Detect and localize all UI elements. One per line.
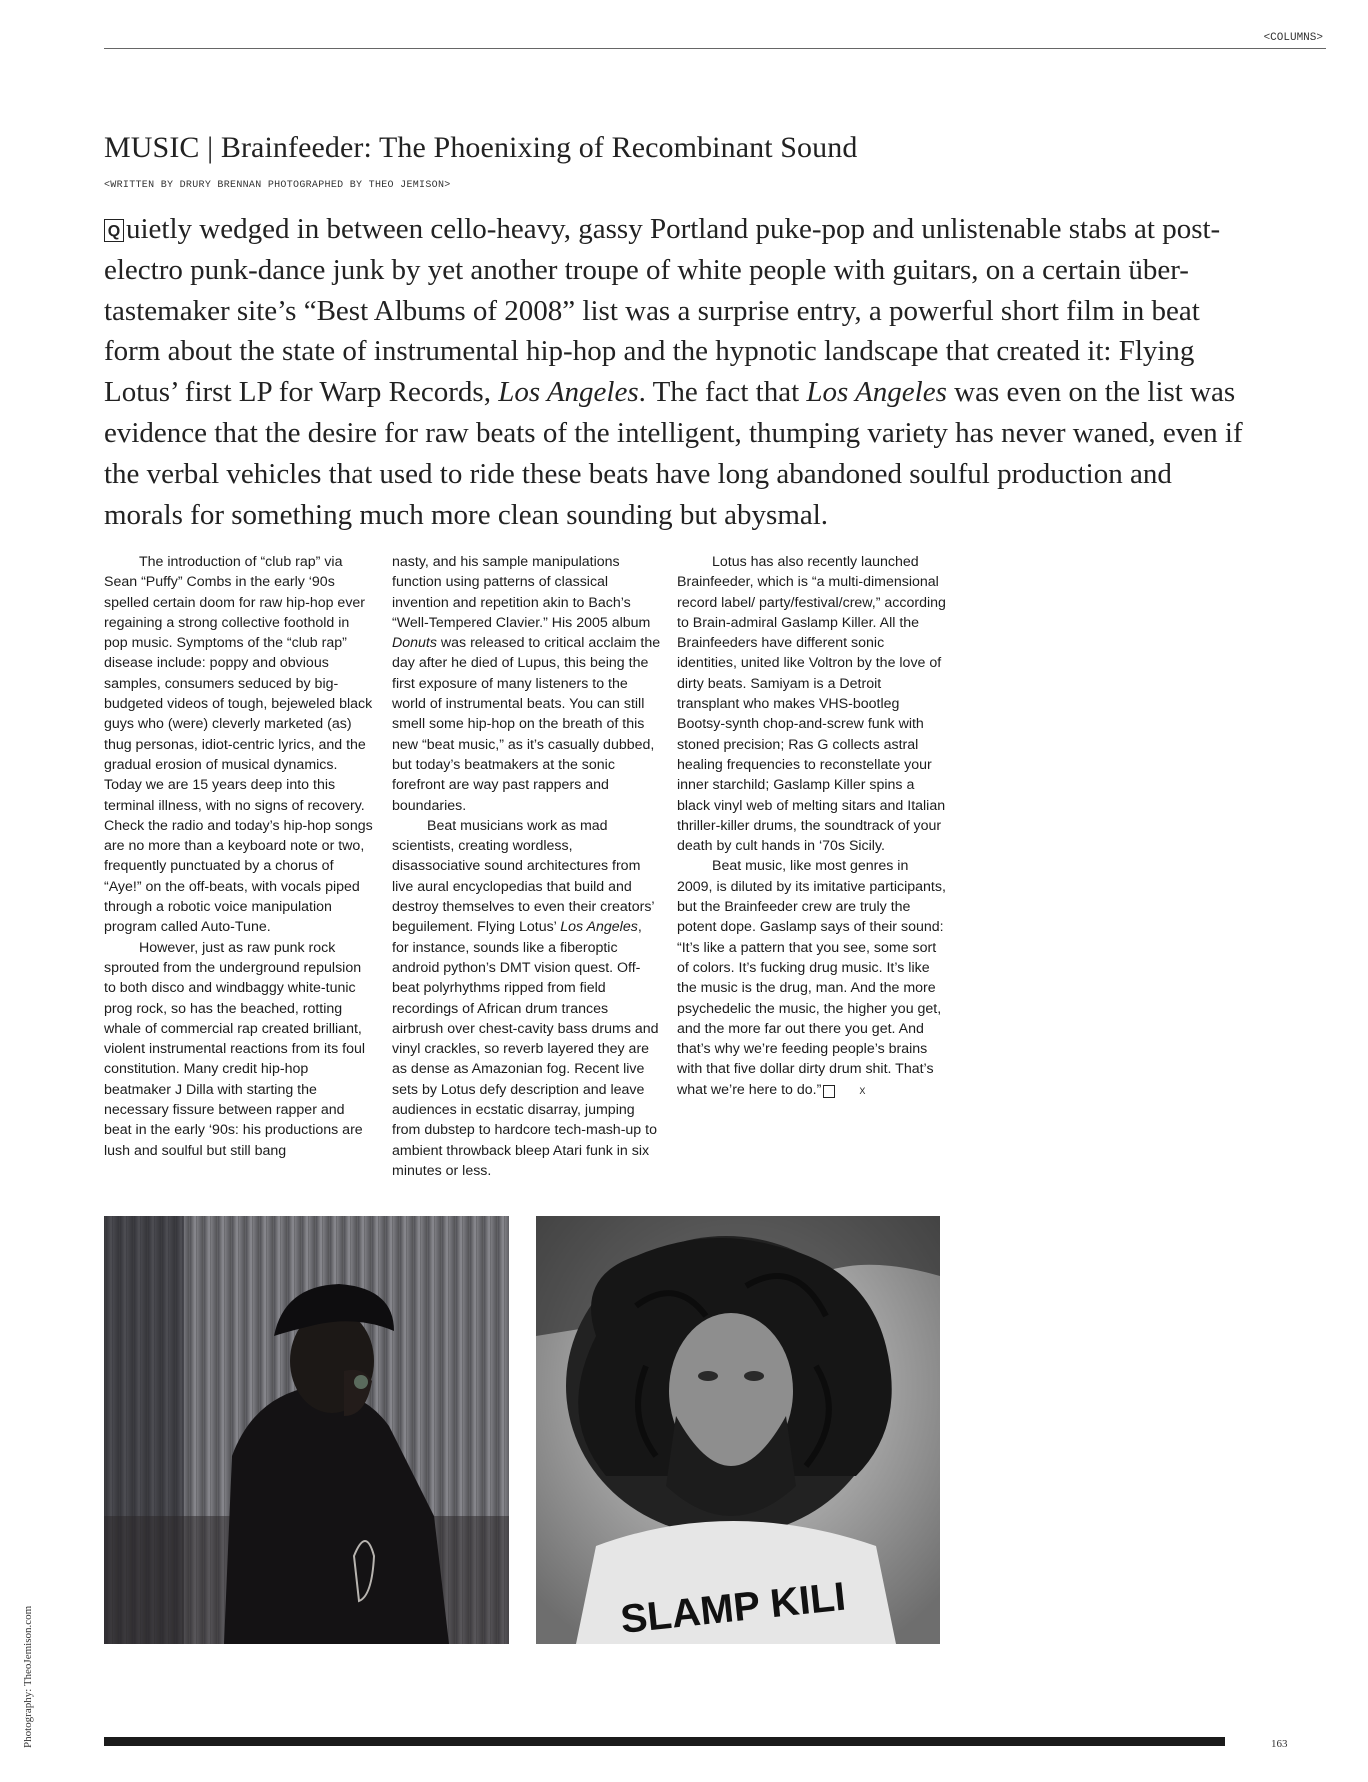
headline: MUSIC | Brainfeeder: The Phoenixing of Recombinant Sound: [104, 131, 858, 164]
column-2-text-3: Beat musicians work as mad scientists, creating wordless, disassociative sound architectures from live aural encyclopedias that build and destroy themselves to even their creators’ beguilement. Flying Lotus’: [392, 817, 655, 936]
column-3-text: Beat music, like most genres in 2009, is diluted by its imitative participants, but the Brainfeeder crew are truly the potent dope. Gaslamp says of their sound: “It’s like a pattern that you see, some sort of colors. It’s fucking drug music. It’s like the music is the drug, man. And the more psychedelic the music, the higher you get, and the more far out there you get. And that’s why we’re feeding people’s brains with that five dollar dirty drum shit. That’s what we’re here to do.”: [677, 858, 946, 1098]
album-title-los-angeles: Los Angeles: [560, 919, 638, 936]
column-3: [677, 552, 947, 1100]
column-2: [392, 552, 662, 1181]
photo-1-illustration: [104, 1216, 509, 1644]
column-2-paragraph-2: [392, 816, 662, 1181]
shirt-text: SLAMP KILI: [618, 1574, 848, 1642]
column-3-paragraph-2: [677, 856, 947, 1100]
drop-cap: Q: [104, 219, 124, 242]
column-2-text-4: , for instance, sounds like a fiberoptic android python’s DMT vision quest. Off-beat polyrhythms ripped from field recordings of African drum trances airbrush over chest-cavity bass drums and vinyl crackles, so reverb layered they are as dense as Amazonian fog. Recent live sets by Lotus defy description and leave audiences in ecstatic disarray, jumping from dubstep to hardcore tech-mash-up to ambient throwback bleep Atari funk in six minutes or less.: [392, 919, 659, 1179]
lede-text-1: uietly wedged in between cello-heavy, gassy Portland puke-pop and unlistenable stabs at post-electro punk-dance junk by yet another troupe of white people with guitars, on a certain über-tastemaker site’s “Best Albums of 2008” list was a surprise entry, a powerful short film in beat form about the state of instrumental hip-hop and the hypnotic landscape that created it: Flying Lotus’ first LP for Warp Records,: [104, 213, 1221, 409]
bottom-bar: [104, 1737, 1225, 1746]
photo-2-illustration: [536, 1216, 940, 1644]
byline: <WRITTEN BY DRURY BRENNAN PHOTOGRAPHED BY THEO JEMISON>: [104, 180, 451, 191]
column-3-paragraph-1: Lotus has also recently launched Brainfeeder, which is “a multi-dimensional record label/ party/festival/crew,” according to Brain-admiral Gaslamp Killer. All the Brainfeeders have different sonic identities, united like Voltron by the love of dirty beats. Samiyam is a Detroit transplant who makes VHS-bootleg Bootsy-synth chop-and-screw funk with stoned precision; Ras G collects astral healing frequencies to reconstellate your inner starchild; Gaslamp Killer spins a black vinyl web of melting sitars and Italian thriller-killer drums, the soundtrack of your death by cult hands in ‘70s Sicily.: [677, 554, 946, 855]
column-2-paragraph-1: [392, 552, 662, 816]
lede-text-3: was even on the list was evidence that the desire for raw beats of the intelligent, thumping variety has never waned, even if the verbal vehicles that used to ride these beats have long abandoned soulful production and morals for something much more clean sounding but abysmal.: [104, 376, 1243, 531]
lede-album-title-2: Los Angeles: [806, 376, 947, 409]
lede-album-title-1: Los Angeles: [498, 376, 639, 409]
column-1: [104, 552, 374, 1161]
lede-text-2: . The fact that: [638, 376, 807, 409]
section-tag: <COLUMNS>: [1263, 32, 1323, 44]
page-number: 163: [1271, 1738, 1288, 1750]
album-title-donuts: Donuts: [392, 635, 437, 652]
photo-gaslamp-killer: [536, 1216, 940, 1644]
end-mark-icon: X: [823, 1085, 835, 1098]
column-2-text-1: nasty, and his sample manipulations function using patterns of classical invention and repetition akin to Bach’s “Well-Tempered Clavier.” His 2005 album: [392, 554, 651, 631]
column-1-paragraph-2: However, just as raw punk rock sprouted from the underground repulsion to both disco and windbaggy white-tunic prog rock, so has the beached, rotting whale of commercial rap created brilliant, violent instrumental reactions from its foul constitution. Many credit hip-hop beatmaker J Dilla with starting the necessary fissure between rapper and beat in the early ‘90s: his productions are lush and soulful but still bang: [104, 939, 366, 1159]
column-1-paragraph-1: The introduction of “club rap” via Sean “Puffy” Combs in the early ‘90s spelled certain doom for raw hip-hop ever regaining a strong collective foothold in pop music. Symptoms of the “club rap” disease include: poppy and obvious samples, consumers seduced by big-budgeted videos of tough, bejeweled black guys who (were) cleverly marketed (as) thug personas, idiot-centric lyrics, and the gradual erosion of musical dynamics. Today we are 15 years deep into this terminal illness, with no signs of recovery. Check the radio and today’s hip-hop songs are no more than a keyboard note or two, frequently punctuated by a chorus of “Aye!” on the off-beats, with vocals piped through a robotic voice manipulation program called Auto-Tune.: [104, 554, 373, 936]
photo-credit: Photography: TheoJemison.com: [22, 1605, 34, 1748]
photo-flying-lotus: [104, 1216, 509, 1644]
top-rule: [104, 48, 1326, 49]
column-2-text-2: was released to critical acclaim the day after he died of Lupus, this being the first exposure of many listeners to the world of instrumental beats. You can still smell some hip-hop on the breath of this new “beat music,” as it’s casually dubbed, but today’s beatmakers at the sonic forefront are way past rappers and boundaries.: [392, 635, 661, 814]
lede-paragraph: [104, 209, 1254, 535]
